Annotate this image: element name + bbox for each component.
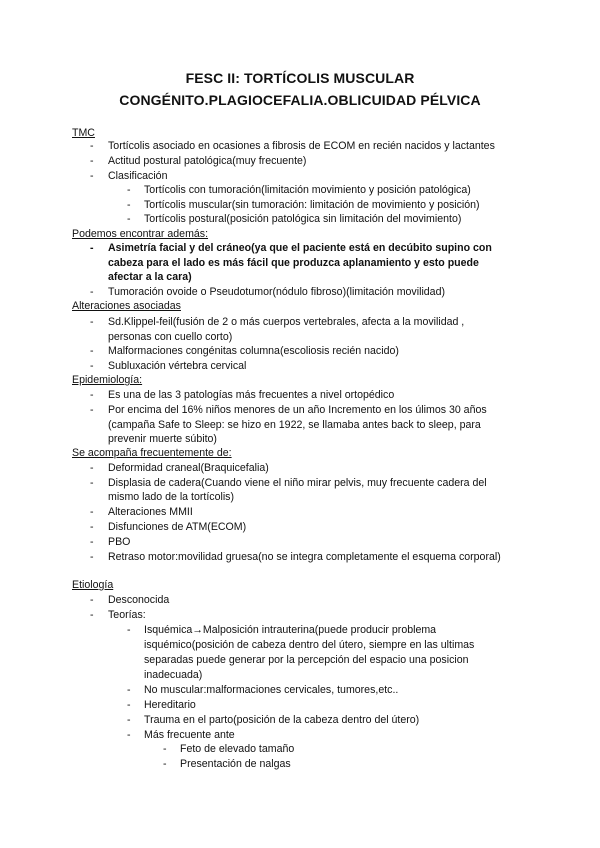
tmc-sub-item: Tortícolis postural(posición patológica sin limitación del movimiento)	[144, 213, 462, 225]
acompana-item: Displasia de cadera(Cuando viene el niño mirar pelvis, muy frecuente cadera del	[108, 477, 487, 489]
alteraciones-item: Subluxación vértebra cervical	[108, 360, 247, 372]
podemos-bold-item: Asimetría facial y del cráneo(ya que el paciente está en decúbito supino con	[108, 242, 492, 254]
section-heading-etiologia: Etiología	[72, 579, 114, 591]
acompana-item: Disfunciones de ATM(ECOM)	[108, 521, 247, 533]
acompana-item: Alteraciones MMII	[108, 506, 193, 518]
section-heading-podemos: Podemos encontrar además:	[72, 228, 209, 240]
bullet-marker: -	[90, 360, 94, 372]
section-heading-alteraciones: Alteraciones asociadas	[72, 300, 181, 312]
mas-frecuente-item: Presentación de nalgas	[180, 758, 291, 770]
teoria-item: inadecuada)	[144, 669, 203, 681]
teoria-item: separadas puede generar por la percepción del espacio una posicion	[144, 654, 469, 666]
bullet-marker: -	[90, 609, 94, 621]
bullet-marker: -	[90, 551, 94, 563]
podemos-bold-item: afectar a la cara)	[108, 271, 192, 283]
teoria-item: Trauma en el parto(posición de la cabeza dentro del útero)	[144, 714, 420, 726]
bullet-marker: -	[163, 743, 167, 755]
bullet-marker: -	[127, 624, 131, 636]
bullet-marker: -	[90, 389, 94, 401]
tmc-sub-item: Tortícolis muscular(sin tumoración: limitación de movimiento y posición)	[144, 199, 480, 211]
epidemiologia-item: Es una de las 3 patologías más frecuentes a nivel ortopédico	[108, 389, 395, 401]
teoria-item: No muscular:malformaciones cervicales, tumores,etc..	[144, 684, 399, 696]
bullet-marker: -	[90, 155, 94, 167]
teoria-item: Más frecuente ante	[144, 729, 235, 741]
acompana-item: mismo lado de la tortícolis)	[108, 491, 234, 503]
tmc-item: Clasificación	[108, 170, 168, 182]
section-heading-epidemiologia: Epidemiología:	[72, 374, 143, 386]
section-heading-tmc: TMC	[72, 127, 95, 139]
etiologia-item: Teorías:	[108, 609, 146, 621]
tmc-item: Tortícolis asociado en ocasiones a fibrosis de ECOM en recién nacidos y lactantes	[108, 140, 495, 152]
teoria-item: Isquémica→Malposición intrauterina(puede producir problema	[144, 624, 437, 636]
tmc-sub-item: Tortícolis con tumoración(limitación movimiento y posición patológica)	[144, 184, 471, 196]
acompana-item: Deformidad craneal(Braquicefalia)	[108, 462, 269, 474]
podemos-bold-item: cabeza para el lado es más fácil que produzca aplanamiento y esto puede	[108, 257, 479, 269]
bullet-marker: -	[90, 286, 94, 298]
bullet-marker: -	[90, 242, 94, 254]
bullet-marker: -	[90, 140, 94, 152]
etiologia-item: Desconocida	[108, 594, 170, 606]
bullet-marker: -	[90, 404, 94, 416]
bullet-marker: -	[127, 714, 131, 726]
title-line-1: FESC II: TORTÍCOLIS MUSCULAR	[185, 70, 415, 86]
teoria-item: Hereditario	[144, 699, 196, 711]
bullet-marker: -	[90, 170, 94, 182]
bullet-marker: -	[127, 699, 131, 711]
bullet-marker: -	[90, 506, 94, 518]
alteraciones-item: personas con cuello corto)	[108, 331, 233, 343]
bullet-marker: -	[163, 758, 167, 770]
bullet-marker: -	[90, 536, 94, 548]
epidemiologia-item: Por encima del 16% niños menores de un año Incremento en los úlimos 30 años	[108, 404, 487, 416]
bullet-marker: -	[127, 684, 131, 696]
epidemiologia-item: prevenir muerte súbito)	[108, 433, 217, 445]
bullet-marker: -	[90, 462, 94, 474]
bullet-marker: -	[90, 316, 94, 328]
tmc-item: Actitud postural patológica(muy frecuente)	[108, 155, 307, 167]
bullet-marker: -	[127, 729, 131, 741]
bullet-marker: -	[127, 213, 131, 225]
bullet-marker: -	[90, 345, 94, 357]
title-line-2: CONGÉNITO.PLAGIOCEFALIA.OBLICUIDAD PÉLVICA	[119, 92, 481, 108]
alteraciones-item: Sd.Klippel-feil(fusión de 2 o más cuerpos vertebrales, afecta a la movilidad ,	[108, 316, 465, 328]
teoria-item: isquémico(posición de cabeza dentro del útero, siempre en las ultimas	[144, 639, 475, 651]
section-heading-acompana: Se acompaña frecuentemente de:	[72, 447, 232, 459]
mas-frecuente-item: Feto de elevado tamaño	[180, 743, 295, 755]
epidemiologia-item: (campaña Safe to Sleep: se hizo en 1922, se llamaba antes back to sleep, para	[108, 419, 481, 431]
podemos-item: Tumoración ovoide o Pseudotumor(nódulo fibroso)(limitación movilidad)	[108, 286, 445, 298]
bullet-marker: -	[127, 199, 131, 211]
bullet-marker: -	[127, 184, 131, 196]
bullet-marker: -	[90, 521, 94, 533]
acompana-item: PBO	[108, 536, 131, 548]
alteraciones-item: Malformaciones congénitas columna(escoliosis recién nacido)	[108, 345, 399, 357]
bullet-marker: -	[90, 594, 94, 606]
bullet-marker: -	[90, 477, 94, 489]
acompana-item: Retraso motor:movilidad gruesa(no se integra completamente el esquema corporal)	[108, 551, 501, 563]
